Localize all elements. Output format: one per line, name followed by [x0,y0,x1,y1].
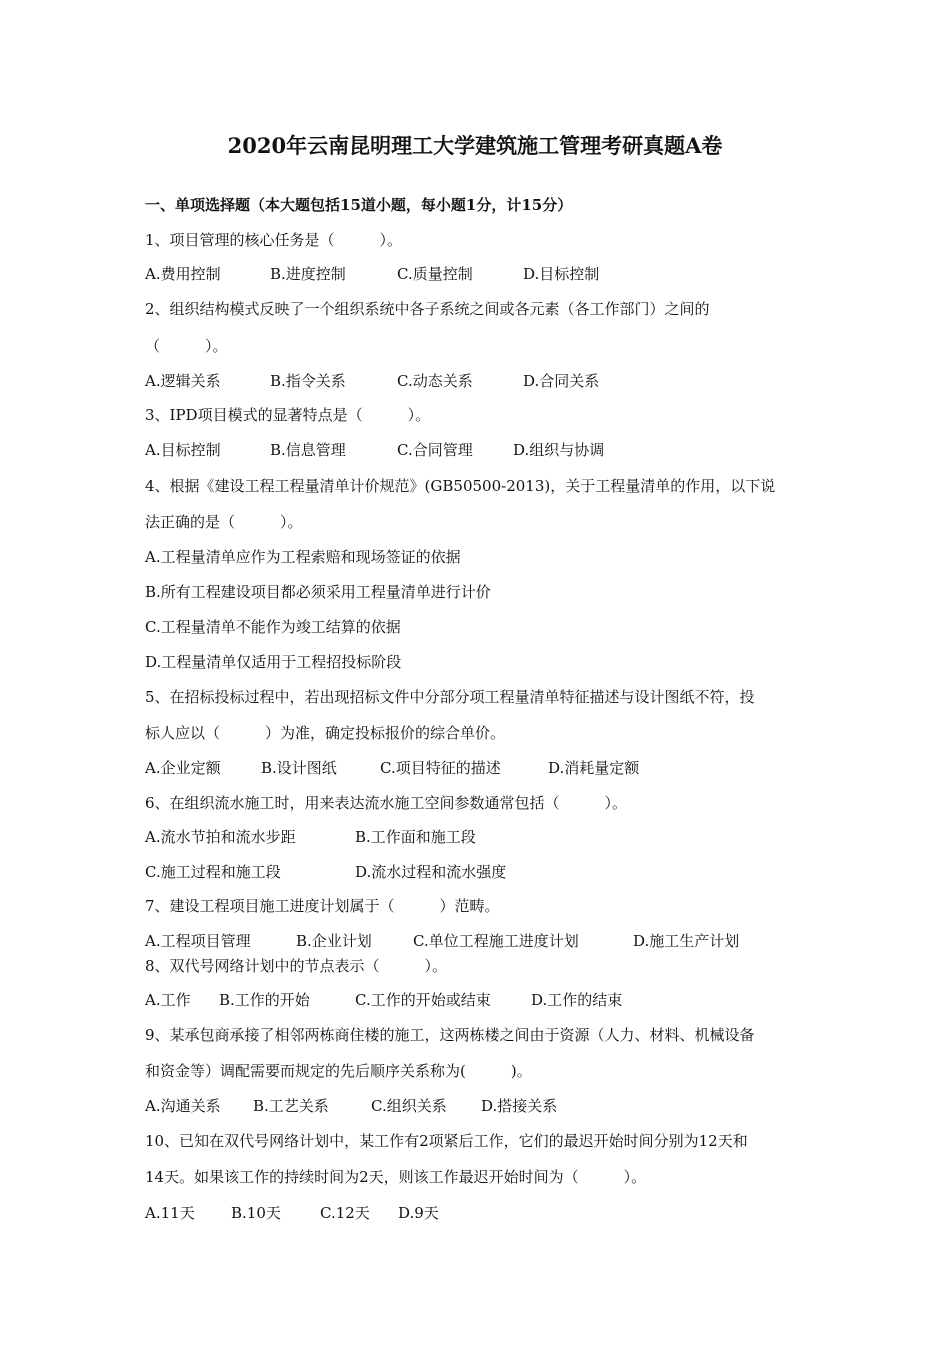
question-7-stem: 7、建设工程项目施工进度计划属于（ ）范畴。 [145,897,500,915]
q6-option-c: C.施工过程和施工段 [145,863,281,881]
q8-option-b: B.工作的开始 [219,991,310,1009]
q6-option-d: D.流水过程和流水强度 [355,863,507,881]
section-header: 一、单项选择题（本大题包括15道小题，每小题1分，计15分） [145,196,573,214]
q3-option-b: B.信息管理 [270,441,346,459]
q9-option-d: D.搭接关系 [481,1097,558,1115]
q7-option-b: B.企业计划 [296,932,372,950]
q10-option-b: B.10天 [231,1204,281,1222]
question-8-stem: 8、双代号网络计划中的节点表示（ ）。 [145,957,448,975]
q8-option-d: D.工作的结束 [531,991,623,1009]
question-9-stem: 9、某承包商承接了相邻两栋商住楼的施工，这两栋楼之间由于资源（人力、材料、机械设备 [145,1026,755,1044]
q4-option-a: A.工程量清单应作为工程索赔和现场签证的依据 [145,548,461,566]
q5-option-b: B.设计图纸 [261,759,337,777]
q1-option-b: B.进度控制 [270,265,346,283]
q2-option-d: D.合同关系 [523,372,600,390]
q10-option-d: D.9天 [398,1204,439,1222]
q2-option-c: C.动态关系 [397,372,473,390]
page-title: 2020年云南昆明理工大学建筑施工管理考研真题A卷 [227,133,723,158]
q10-option-c: C.12天 [320,1204,370,1222]
question-1-stem: 1、项目管理的核心任务是（ ）。 [145,231,403,249]
q1-option-c: C.质量控制 [397,265,473,283]
q4-option-d: D.工程量清单仅适用于工程招投标阶段 [145,653,402,671]
q7-option-a: A.工程项目管理 [145,932,251,950]
question-5-stem: 5、在招标投标过程中，若出现招标文件中分部分项工程量清单特征描述与设计图纸不符，投 [145,688,755,706]
question-4-stem: 4、根据《建设工程工程量清单计价规范》(GB50500-2013)，关于工程量清单的作用，以下说 [145,477,776,495]
q3-option-d: D.组织与协调 [513,441,605,459]
question-9-stem-cont: 和资金等）调配需要而规定的先后顺序关系称为( )。 [145,1062,532,1080]
q4-option-c: C.工程量清单不能作为竣工结算的依据 [145,618,401,636]
q5-option-a: A.企业定额 [145,759,221,777]
question-3-stem: 3、IPD项目模式的显著特点是（ ）。 [145,406,431,424]
q2-option-a: A.逻辑关系 [145,372,221,390]
question-10-stem-cont: 14天。如果该工作的持续时间为2天，则该工作最迟开始时间为（ ）。 [145,1168,647,1186]
q2-option-b: B.指令关系 [270,372,346,390]
q3-option-c: C.合同管理 [397,441,473,459]
q5-option-c: C.项目特征的描述 [380,759,501,777]
q4-option-b: B.所有工程建设项目都必须采用工程量清单进行计价 [145,583,491,601]
q9-option-c: C.组织关系 [371,1097,447,1115]
question-2-stem-cont: （ ）。 [145,337,228,355]
q1-option-a: A.费用控制 [145,265,221,283]
q9-option-b: B.工艺关系 [253,1097,329,1115]
q6-option-a: A.流水节拍和流水步距 [145,828,296,846]
q8-option-a: A.工作 [145,991,191,1009]
q6-option-b: B.工作面和施工段 [355,828,476,846]
q10-option-a: A.11天 [145,1204,195,1222]
q7-option-c: C.单位工程施工进度计划 [413,932,579,950]
q8-option-c: C.工作的开始或结束 [355,991,491,1009]
q5-option-d: D.消耗量定额 [548,759,640,777]
question-10-stem: 10、已知在双代号网络计划中，某工作有2项紧后工作，它们的最迟开始时间分别为12天和 [145,1132,748,1150]
q9-option-a: A.沟通关系 [145,1097,221,1115]
question-6-stem: 6、在组织流水施工时，用来表达流水施工空间参数通常包括（ ）。 [145,794,628,812]
question-4-stem-cont: 法正确的是（ ）。 [145,513,303,531]
question-5-stem-cont: 标人应以（ ）为准，确定投标报价的综合单价。 [145,724,506,742]
q7-option-d: D.施工生产计划 [633,932,740,950]
q3-option-a: A.目标控制 [145,441,221,459]
question-2-stem: 2、组织结构模式反映了一个组织系统中各子系统之间或各元素（各工作部门）之间的 [145,300,710,318]
q1-option-d: D.目标控制 [523,265,600,283]
